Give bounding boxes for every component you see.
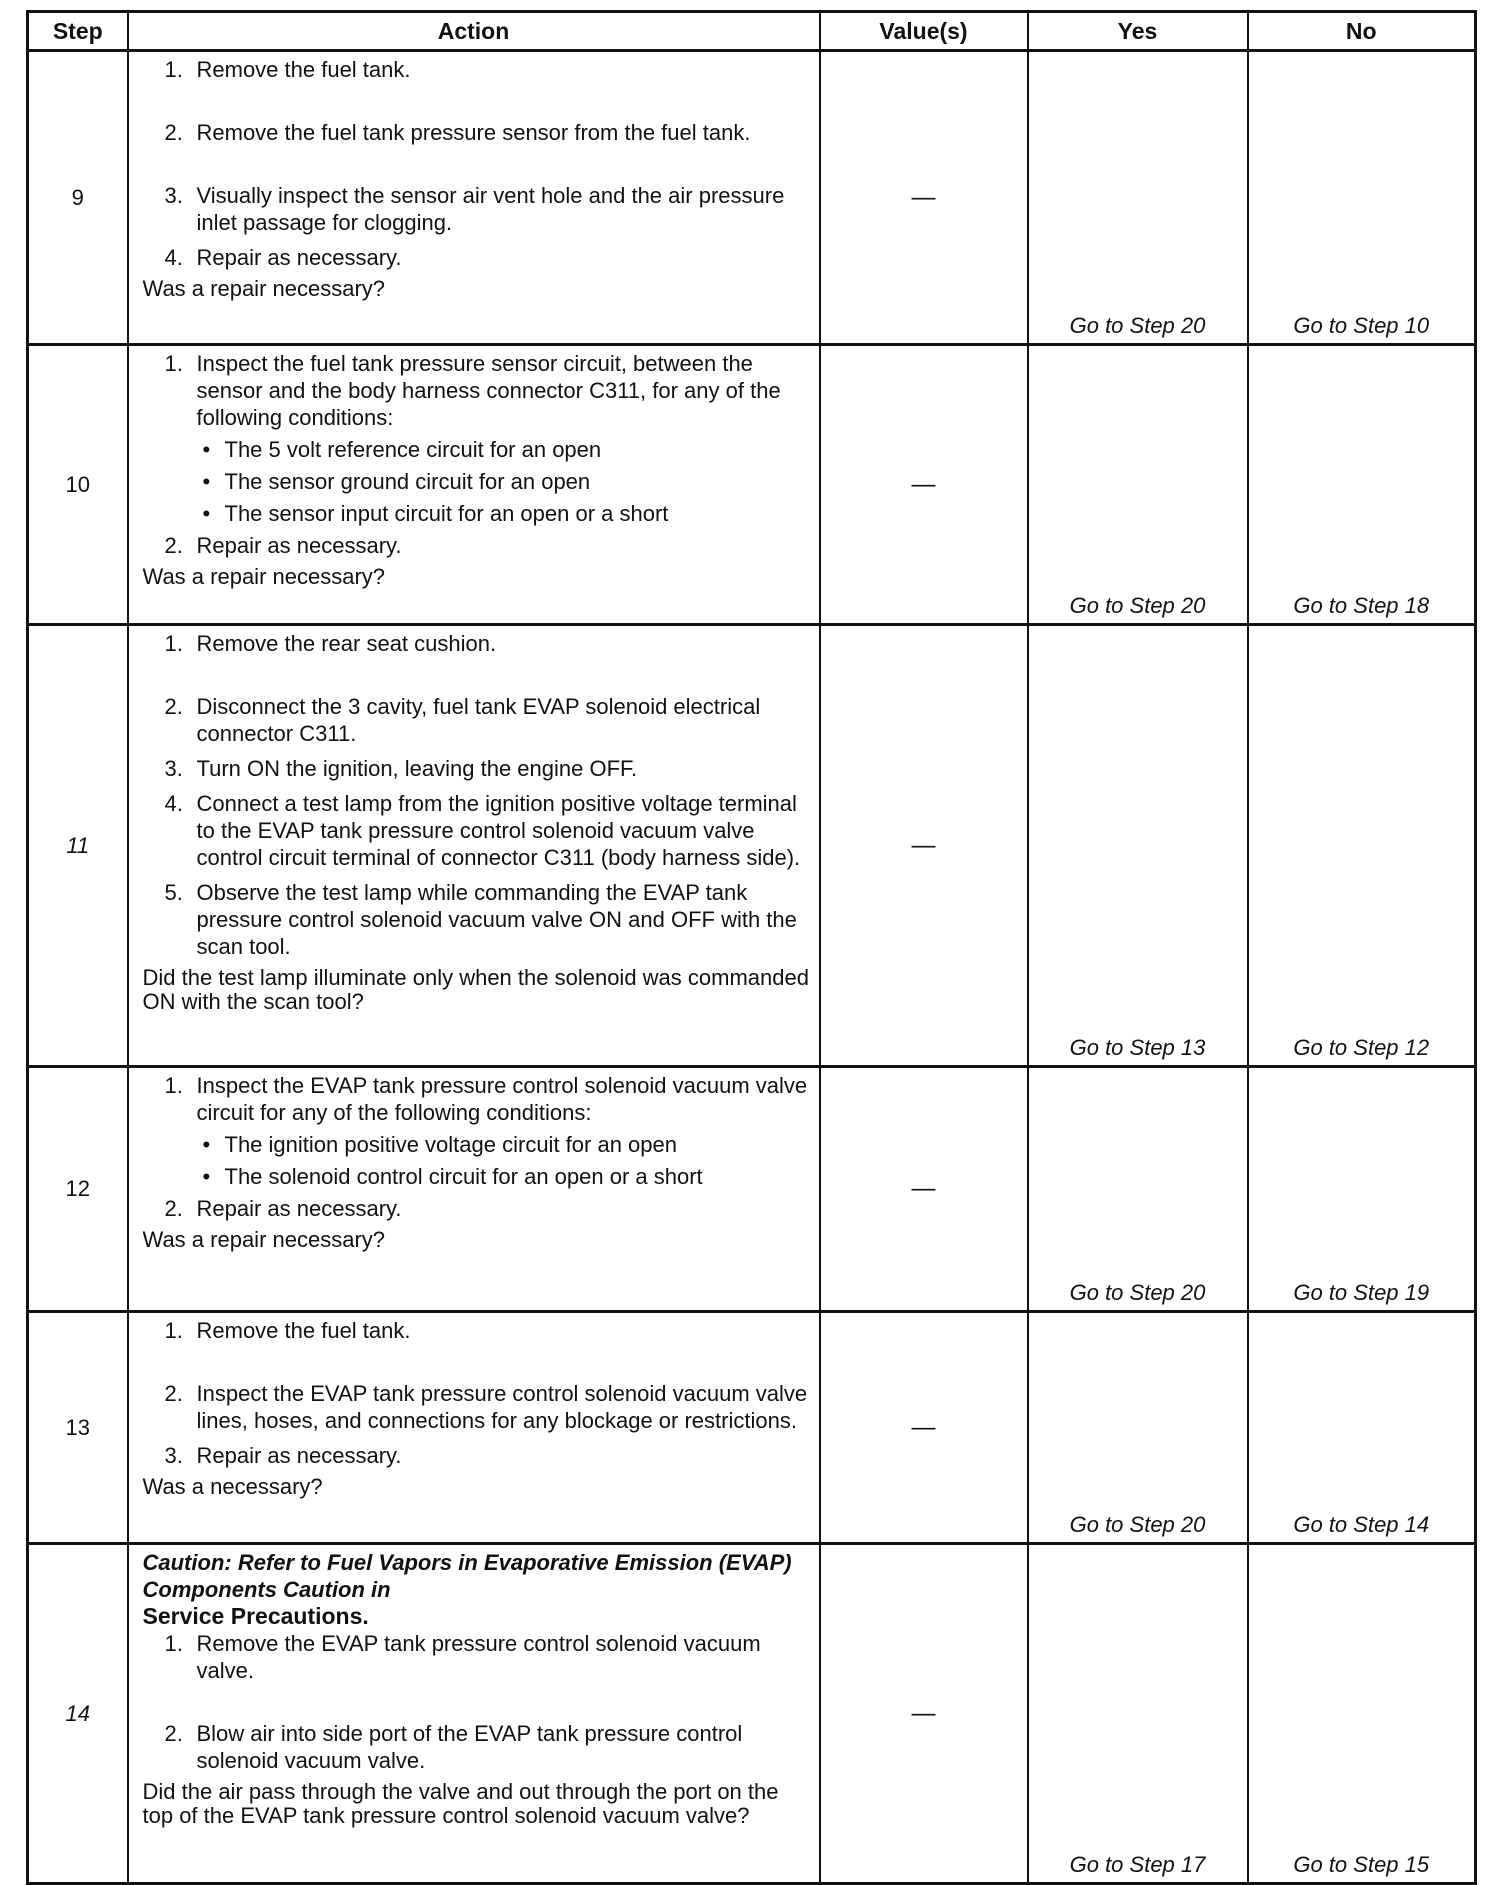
bullet-text: The sensor input circuit for an open or a short <box>224 501 669 526</box>
action-cell <box>128 625 820 1067</box>
table-row-step-10 <box>28 345 1476 625</box>
step-number: 14 <box>28 1544 128 1884</box>
item-number: 1. <box>164 1318 183 1343</box>
item-number: 2. <box>164 1196 183 1221</box>
action-item <box>143 1442 813 1469</box>
item-number: 2. <box>164 1721 183 1746</box>
action-item <box>143 244 813 271</box>
action-item <box>143 879 813 960</box>
item-text: Remove the EVAP tank pressure control solenoid vacuum valve. <box>196 1631 761 1683</box>
bullet-item <box>143 468 813 495</box>
action-item <box>143 755 813 782</box>
action-cell <box>128 1067 820 1312</box>
header-values: Value(s) <box>820 12 1028 51</box>
action-item <box>143 1380 813 1434</box>
value-cell: — <box>820 625 1028 1067</box>
question-text: Was a repair necessary? <box>142 564 386 589</box>
item-number: 3. <box>164 183 183 208</box>
question-text: Was a repair necessary? <box>142 1227 386 1252</box>
question-text: Was a repair necessary? <box>142 276 386 301</box>
item-text: Remove the fuel tank pressure sensor from the fuel tank. <box>196 120 751 145</box>
no-cell: Go to Step 10 <box>1248 51 1476 345</box>
step-number: 9 <box>28 51 128 345</box>
bullet-glyph: • <box>202 1164 211 1189</box>
value-cell: — <box>820 345 1028 625</box>
bullet-glyph: • <box>202 1132 211 1157</box>
item-text: Remove the rear seat cushion. <box>196 631 497 656</box>
no-cell: Go to Step 14 <box>1248 1312 1476 1544</box>
action-cell <box>128 51 820 345</box>
value-cell: — <box>820 1544 1028 1884</box>
item-text: Repair as necessary. <box>196 533 402 558</box>
item-number: 4. <box>164 791 183 816</box>
diagnostic-table <box>26 10 1477 1885</box>
action-item <box>143 1630 813 1684</box>
yes-cell: Go to Step 13 <box>1028 625 1248 1067</box>
item-text: Repair as necessary. <box>196 245 402 270</box>
item-text: Observe the test lamp while commanding the EVAP tank pressure control solenoid vacuum valve ON and OFF with the scan tool. <box>196 880 797 959</box>
bullet-text: The sensor ground circuit for an open <box>224 469 591 494</box>
item-number: 1. <box>164 1073 183 1098</box>
no-cell: Go to Step 18 <box>1248 345 1476 625</box>
question-text: Did the air pass through the valve and out through the port on the top of the EVAP tank pressure control solenoid vacuum valve? <box>142 1779 779 1828</box>
item-number: 3. <box>164 756 183 781</box>
bullet-item <box>143 500 813 527</box>
step-number: 10 <box>28 345 128 625</box>
action-item <box>143 532 813 559</box>
step-number: 12 <box>28 1067 128 1312</box>
bullet-item <box>143 1131 813 1158</box>
table-row-step-12 <box>28 1067 1476 1312</box>
bullet-text: The 5 volt reference circuit for an open <box>224 437 602 462</box>
action-item <box>143 1317 813 1344</box>
action-item <box>143 630 813 657</box>
value-cell: — <box>820 51 1028 345</box>
action-item <box>143 350 813 431</box>
item-text: Connect a test lamp from the ignition positive voltage terminal to the EVAP tank pressure control solenoid vacuum valve control circuit terminal of connector C311 (body harness side). <box>196 791 801 870</box>
item-number: 2. <box>164 1381 183 1406</box>
item-number: 1. <box>164 631 183 656</box>
header-yes: Yes <box>1028 12 1248 51</box>
action-item <box>143 1195 813 1222</box>
bullet-text: The ignition positive voltage circuit for an open <box>224 1132 677 1157</box>
item-number: 3. <box>164 1443 183 1468</box>
action-item <box>143 1720 813 1774</box>
step-number: 11 <box>28 625 128 1067</box>
table-row-step-14 <box>28 1544 1476 1884</box>
table-header <box>28 12 1476 51</box>
bullet-item <box>143 436 813 463</box>
yes-cell: Go to Step 20 <box>1028 51 1248 345</box>
action-item <box>143 119 813 146</box>
item-text: Inspect the EVAP tank pressure control solenoid vacuum valve circuit for any of the following conditions: <box>196 1073 808 1125</box>
question-text: Was a necessary? <box>142 1474 323 1499</box>
item-number: 1. <box>164 1631 183 1656</box>
table-row-step-9 <box>28 51 1476 345</box>
bullet-glyph: • <box>202 469 211 494</box>
item-text: Repair as necessary. <box>196 1196 402 1221</box>
step-number: 13 <box>28 1312 128 1544</box>
bullet-item <box>143 1163 813 1190</box>
item-text: Inspect the fuel tank pressure sensor circuit, between the sensor and the body harness connector C311, for any of the following conditions: <box>196 351 781 430</box>
item-number: 4. <box>164 245 183 270</box>
item-number: 2. <box>164 694 183 719</box>
value-cell: — <box>820 1067 1028 1312</box>
item-number: 2. <box>164 533 183 558</box>
yes-cell: Go to Step 20 <box>1028 1312 1248 1544</box>
service-precautions-link: Service Precautions. <box>142 1603 369 1629</box>
caution-note: Caution: Refer to Fuel Vapors in Evaporative Emission (EVAP) Components Caution in <box>142 1550 792 1602</box>
bullet-glyph: • <box>202 437 211 462</box>
item-number: 1. <box>164 57 183 82</box>
value-cell: — <box>820 1312 1028 1544</box>
table-row-step-11 <box>28 625 1476 1067</box>
yes-cell: Go to Step 20 <box>1028 345 1248 625</box>
table-row-step-13 <box>28 1312 1476 1544</box>
item-text: Disconnect the 3 cavity, fuel tank EVAP solenoid electrical connector C311. <box>196 694 761 746</box>
action-item <box>143 182 813 236</box>
yes-cell: Go to Step 17 <box>1028 1544 1248 1884</box>
item-number: 2. <box>164 120 183 145</box>
header-step: Step <box>28 12 128 51</box>
action-cell <box>128 345 820 625</box>
action-item <box>143 790 813 871</box>
action-item <box>143 1072 813 1126</box>
item-text: Remove the fuel tank. <box>196 1318 411 1343</box>
item-text: Inspect the EVAP tank pressure control solenoid vacuum valve lines, hoses, and connections for any blockage or restrictions. <box>196 1381 808 1433</box>
bullet-text: The solenoid control circuit for an open or a short <box>224 1164 703 1189</box>
action-cell <box>128 1312 820 1544</box>
action-item <box>143 56 813 83</box>
no-cell: Go to Step 15 <box>1248 1544 1476 1884</box>
item-text: Visually inspect the sensor air vent hole and the air pressure inlet passage for clogging. <box>196 183 785 235</box>
no-cell: Go to Step 12 <box>1248 625 1476 1067</box>
no-cell: Go to Step 19 <box>1248 1067 1476 1312</box>
header-action: Action <box>128 12 820 51</box>
item-text: Remove the fuel tank. <box>196 57 411 82</box>
item-text: Blow air into side port of the EVAP tank pressure control solenoid vacuum valve. <box>196 1721 743 1773</box>
header-no: No <box>1248 12 1476 51</box>
yes-cell: Go to Step 20 <box>1028 1067 1248 1312</box>
item-number: 1. <box>164 351 183 376</box>
action-item <box>143 693 813 747</box>
question-text: Did the test lamp illuminate only when the solenoid was commanded ON with the scan tool? <box>142 965 809 1014</box>
item-text: Turn ON the ignition, leaving the engine OFF. <box>196 756 638 781</box>
bullet-glyph: • <box>202 501 211 526</box>
item-text: Repair as necessary. <box>196 1443 402 1468</box>
item-number: 5. <box>164 880 183 905</box>
action-cell <box>128 1544 820 1884</box>
